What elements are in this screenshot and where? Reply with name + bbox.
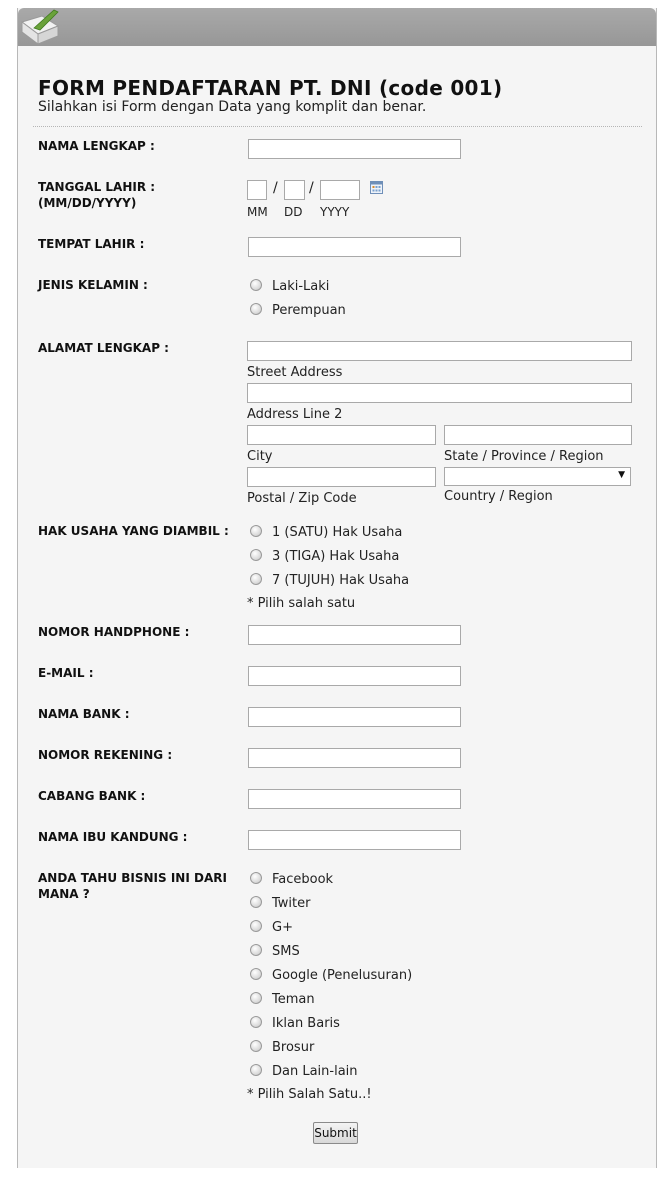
- birth-month-input[interactable]: [247, 180, 267, 200]
- divider: [33, 126, 642, 127]
- submit-button[interactable]: Submit: [313, 1122, 358, 1144]
- radio-label: G+: [272, 920, 293, 935]
- form-frame: [17, 8, 657, 1168]
- radio-label: Laki-Laki: [272, 279, 330, 294]
- radio-button[interactable]: [250, 872, 262, 884]
- date-separator: /: [309, 180, 314, 196]
- state-input[interactable]: [444, 425, 632, 445]
- tanggal-lahir-format-label: (MM/DD/YYYY): [38, 196, 137, 210]
- radio-label: Brosur: [272, 1040, 315, 1055]
- street-address-caption: Street Address: [247, 365, 343, 380]
- nama-lengkap-label: NAMA LENGKAP :: [38, 139, 155, 153]
- radio-label: Facebook: [272, 872, 334, 887]
- radio-button[interactable]: [250, 944, 262, 956]
- radio-button[interactable]: [250, 549, 262, 561]
- year-caption: YYYY: [320, 205, 350, 219]
- calendar-icon[interactable]: [370, 181, 383, 194]
- radio-button[interactable]: [250, 279, 262, 291]
- radio-button[interactable]: [250, 1040, 262, 1052]
- tanggal-lahir-label: TANGGAL LAHIR :: [38, 180, 156, 194]
- tempat-lahir-input[interactable]: [248, 237, 461, 257]
- nomor-rekening-label: NOMOR REKENING :: [38, 748, 173, 762]
- radio-label: Iklan Baris: [272, 1016, 340, 1031]
- hak-usaha-note: * Pilih salah satu: [247, 596, 356, 611]
- radio-button[interactable]: [250, 1016, 262, 1028]
- envelope-logo-icon: [20, 8, 62, 48]
- radio-button[interactable]: [250, 573, 262, 585]
- alamat-lengkap-label: ALAMAT LENGKAP :: [38, 341, 169, 355]
- radio-label: 1 (SATU) Hak Usaha: [272, 525, 403, 540]
- nomor-handphone-input[interactable]: [248, 625, 461, 645]
- postal-code-input[interactable]: [247, 467, 436, 487]
- country-caption: Country / Region: [444, 489, 553, 504]
- date-separator: /: [273, 180, 278, 196]
- birth-year-input[interactable]: [320, 180, 360, 200]
- nomor-rekening-input[interactable]: [248, 748, 461, 768]
- radio-label: Perempuan: [272, 303, 346, 318]
- radio-label: Twiter: [272, 896, 311, 911]
- radio-button[interactable]: [250, 968, 262, 980]
- radio-label: 7 (TUJUH) Hak Usaha: [272, 573, 410, 588]
- cabang-bank-input[interactable]: [248, 789, 461, 809]
- source-note: * Pilih Salah Satu..!: [247, 1087, 372, 1102]
- bisnis-source-label-line2: MANA ?: [38, 887, 90, 901]
- email-label: E-MAIL :: [38, 666, 94, 680]
- city-caption: City: [247, 449, 273, 464]
- nama-bank-input[interactable]: [248, 707, 461, 727]
- city-input[interactable]: [247, 425, 436, 445]
- radio-button[interactable]: [250, 920, 262, 932]
- postal-code-caption: Postal / Zip Code: [247, 491, 357, 506]
- country-select[interactable]: [444, 467, 631, 486]
- radio-button[interactable]: [250, 303, 262, 315]
- jenis-kelamin-label: JENIS KELAMIN :: [38, 278, 148, 292]
- radio-button[interactable]: [250, 1064, 262, 1076]
- birth-day-input[interactable]: [284, 180, 305, 200]
- page-title: FORM PENDAFTARAN PT. DNI (code 001): [38, 76, 503, 100]
- tempat-lahir-label: TEMPAT LAHIR :: [38, 237, 145, 251]
- radio-label: Dan Lain-lain: [272, 1064, 358, 1079]
- nama-bank-label: NAMA BANK :: [38, 707, 130, 721]
- window-header-bar: [18, 8, 656, 46]
- street-address-input[interactable]: [247, 341, 632, 361]
- month-caption: MM: [247, 205, 268, 219]
- radio-button[interactable]: [250, 525, 262, 537]
- nama-ibu-kandung-input[interactable]: [248, 830, 461, 850]
- page-subtitle: Silahkan isi Form dengan Data yang komplit dan benar.: [38, 99, 427, 115]
- bisnis-source-label: ANDA TAHU BISNIS INI DARI: [38, 871, 227, 885]
- nama-lengkap-input[interactable]: [248, 139, 461, 159]
- radio-label: 3 (TIGA) Hak Usaha: [272, 549, 400, 564]
- hak-usaha-label: HAK USAHA YANG DIAMBIL :: [38, 524, 229, 538]
- radio-label: Google (Penelusuran): [272, 968, 413, 983]
- radio-label: Teman: [272, 992, 315, 1007]
- cabang-bank-label: CABANG BANK :: [38, 789, 146, 803]
- address-line2-input[interactable]: [247, 383, 632, 403]
- dropdown-arrow-icon: ▼: [618, 470, 625, 480]
- email-input[interactable]: [248, 666, 461, 686]
- nomor-handphone-label: NOMOR HANDPHONE :: [38, 625, 190, 639]
- radio-label: SMS: [272, 944, 300, 959]
- radio-button[interactable]: [250, 896, 262, 908]
- nama-ibu-kandung-label: NAMA IBU KANDUNG :: [38, 830, 188, 844]
- day-caption: DD: [284, 205, 303, 219]
- radio-button[interactable]: [250, 992, 262, 1004]
- state-caption: State / Province / Region: [444, 449, 604, 464]
- address-line2-caption: Address Line 2: [247, 407, 343, 422]
